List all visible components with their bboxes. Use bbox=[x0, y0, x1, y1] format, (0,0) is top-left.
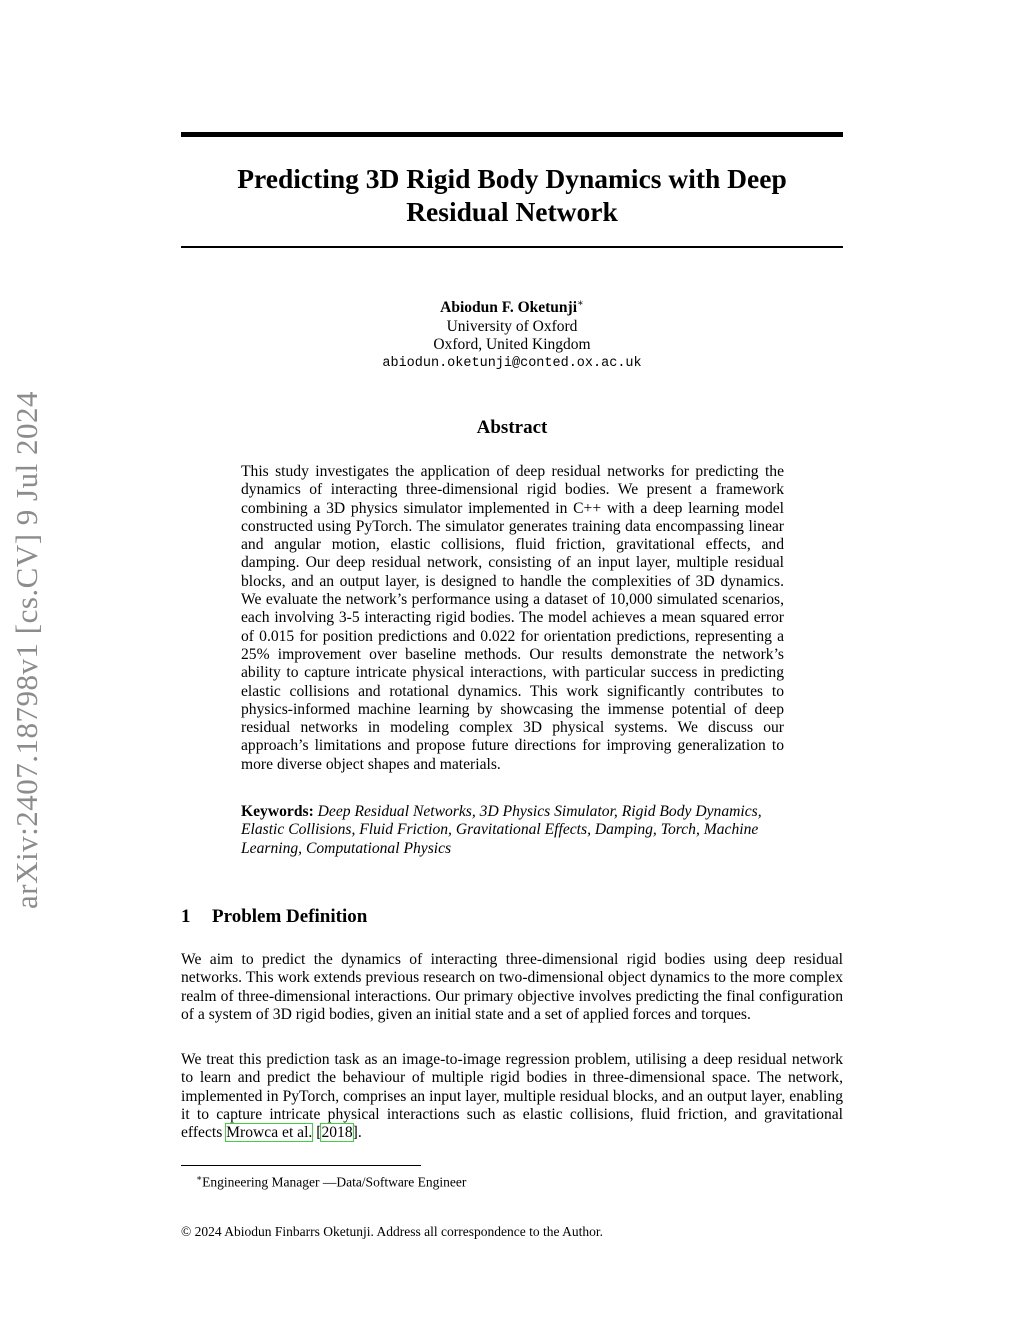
paper-title bbox=[181, 162, 843, 228]
copyright-notice: © 2024 Abiodun Finbarrs Oketunji. Address all correspondence to the Author. bbox=[181, 1224, 603, 1239]
author-name bbox=[181, 295, 843, 318]
paper-title-line-1: Predicting 3D Rigid Body Dynamics with Deep bbox=[237, 163, 787, 194]
footnote bbox=[196, 1170, 836, 1191]
citation-year-link[interactable]: 2018 bbox=[321, 1124, 353, 1142]
citation-close-bracket: ]. bbox=[352, 1124, 362, 1142]
author-footnote-mark: ∗ bbox=[577, 298, 584, 309]
keywords-label: Keywords: bbox=[241, 803, 314, 820]
section-number: 1 bbox=[181, 906, 191, 927]
paper-title-line-2: Residual Network bbox=[406, 196, 618, 227]
author-name-text: Abiodun F. Oketunji bbox=[440, 299, 578, 317]
citation-open-bracket: [ bbox=[316, 1124, 322, 1142]
author-block bbox=[181, 295, 843, 373]
section-paragraph-2 bbox=[181, 1051, 843, 1142]
abstract-text: This study investigates the application of deep residual networks for predicting the dynamics of interacting three-dimensional rigid bodies. We present a framework combining a 3D physics simulator implemented in C++ with a deep learning model constructed using PyTorch. The simulator generates training data encompassing linear and angular motion, elastic collisions, fluid friction, gravitational effects, and damping. Our deep residual network, consisting of an input layer, multiple residual blocks, and an output layer, is designed to handle the complexities of 3D dynamics. We evaluate the network’s performance using a dataset of 10,000 simulated scenarios, each involving 3-5 interacting rigid bodies. The model achieves a mean squared error of 0.015 for position predictions and 0.022 for orientation predictions, representing a 25% improvement over baseline methods. Our results demonstrate the network’s ability to capture intricate physical interactions, with particular success in predicting elastic collisions and rotational dynamics. This work significantly contributes to physics-informed machine learning by showcasing the immense potential of deep residual networks in modeling complex 3D physical systems. We discuss our approach’s limitations and propose future directions for improving generalization to more diverse object shapes and materials. bbox=[241, 463, 784, 773]
title-bottom-rule bbox=[181, 246, 843, 248]
keywords bbox=[241, 803, 784, 858]
arxiv-identifier-text: arXiv:2407.18798v1 [cs.CV] 9 Jul 2024 bbox=[9, 391, 44, 909]
section-paragraph-2-text: We treat this prediction task as an image-to-image regression problem, utilising a deep residual network to learn and predict the behaviour of multiple rigid bodies in three-dimensional space. The network, implemented in PyTorch, comprises an input layer, multiple residual blocks, and an output layer, enabling it to capture intricate physical interactions such as elastic collisions, fluid friction, and gravitational effects bbox=[181, 1051, 843, 1142]
footnote-mark: ∗ bbox=[196, 1173, 203, 1183]
citation-author-link[interactable]: Mrowca et al. bbox=[226, 1124, 313, 1142]
author-affiliation: University of Oxford bbox=[446, 317, 578, 335]
author-location: Oxford, United Kingdom bbox=[433, 336, 591, 354]
abstract-heading: Abstract bbox=[476, 417, 548, 438]
section-paragraph-1: We aim to predict the dynamics of interacting three-dimensional rigid bodies using deep residual networks. This work extends previous research on two-dimensional object dynamics to the more complex realm of three-dimensional interactions. Our primary objective involves predicting the final configuration of a system of 3D rigid bodies, given an initial state and a set of applied forces and torques. bbox=[181, 951, 843, 1023]
footnote-rule bbox=[181, 1165, 421, 1166]
title-top-rule bbox=[181, 132, 843, 137]
keywords-list: Deep Residual Networks, 3D Physics Simulator, Rigid Body Dynamics, Elastic Collisions, Fluid Friction, Gravitational Effects, Damping, Torch, Machine Learning, Computational Physics bbox=[241, 803, 762, 857]
section-title: Problem Definition bbox=[212, 906, 368, 927]
footnote-text: Engineering Manager —Data/Software Engineer bbox=[202, 1174, 467, 1190]
section-heading bbox=[181, 905, 843, 929]
author-email[interactable]: abiodun.oketunji@conted.ox.ac.uk bbox=[382, 355, 642, 371]
